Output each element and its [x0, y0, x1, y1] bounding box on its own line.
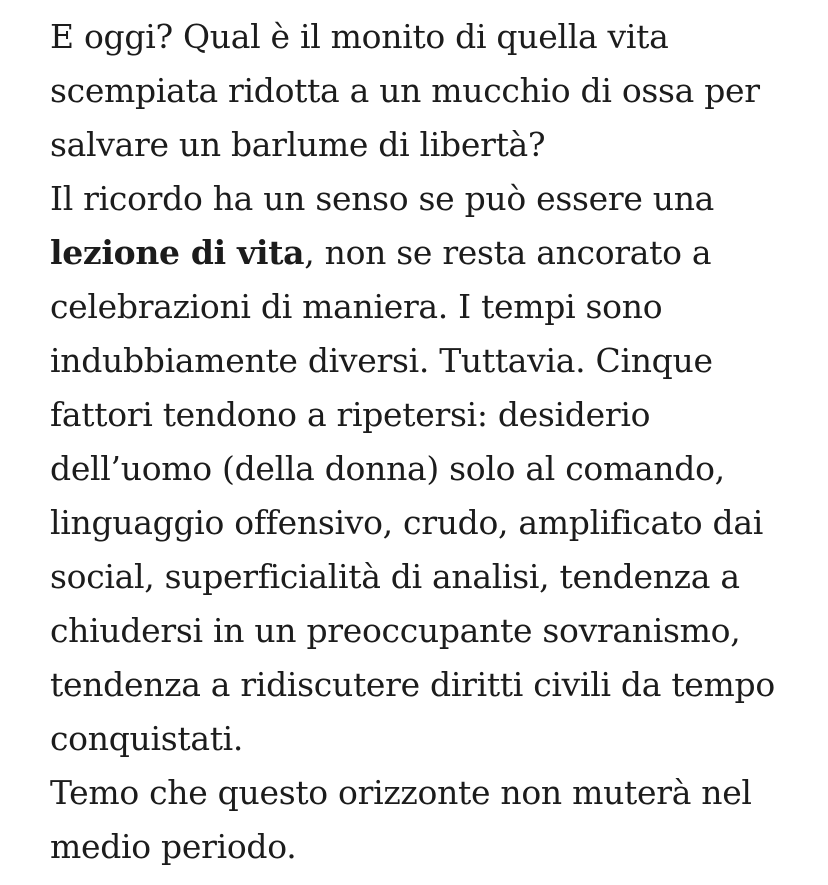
- text-line: fattori tendono a ripetersi: desiderio: [50, 395, 651, 434]
- text-line: celebrazioni di maniera. I tempi sono: [50, 287, 663, 326]
- text-line: E oggi? Qual è il monito di quella vita: [50, 17, 669, 56]
- article-body: [50, 10, 820, 874]
- text-line: indubbiamente diversi. Tuttavia. Cinque: [50, 341, 713, 380]
- paragraph-memory: [50, 172, 820, 766]
- text-line: scempiata ridotta a un mucchio di ossa per: [50, 71, 760, 110]
- text-line: salvare un barlume di libertà?: [50, 125, 546, 164]
- text-line-with-emphasis: [50, 226, 820, 280]
- text-line: conquistati.: [50, 719, 244, 758]
- text-fragment: , non se resta ancorato a: [304, 233, 712, 272]
- text-line: dell’uomo (della donna) solo al comando,: [50, 449, 725, 488]
- text-line: social, superficialità di analisi, tendenza a: [50, 557, 740, 596]
- paragraph-question: [50, 10, 820, 172]
- text-line: Temo che questo orizzonte non muterà nel: [50, 773, 752, 812]
- text-line: linguaggio offensivo, crudo, amplificato dai: [50, 503, 764, 542]
- text-line: chiudersi in un preoccupante sovranismo,: [50, 611, 741, 650]
- text-line: Il ricordo ha un senso se può essere una: [50, 179, 715, 218]
- paragraph-conclusion: [50, 766, 820, 874]
- emphasis-text: lezione di vita: [50, 233, 305, 272]
- text-line: medio periodo.: [50, 827, 297, 866]
- text-line: tendenza a ridiscutere diritti civili da tempo: [50, 665, 775, 704]
